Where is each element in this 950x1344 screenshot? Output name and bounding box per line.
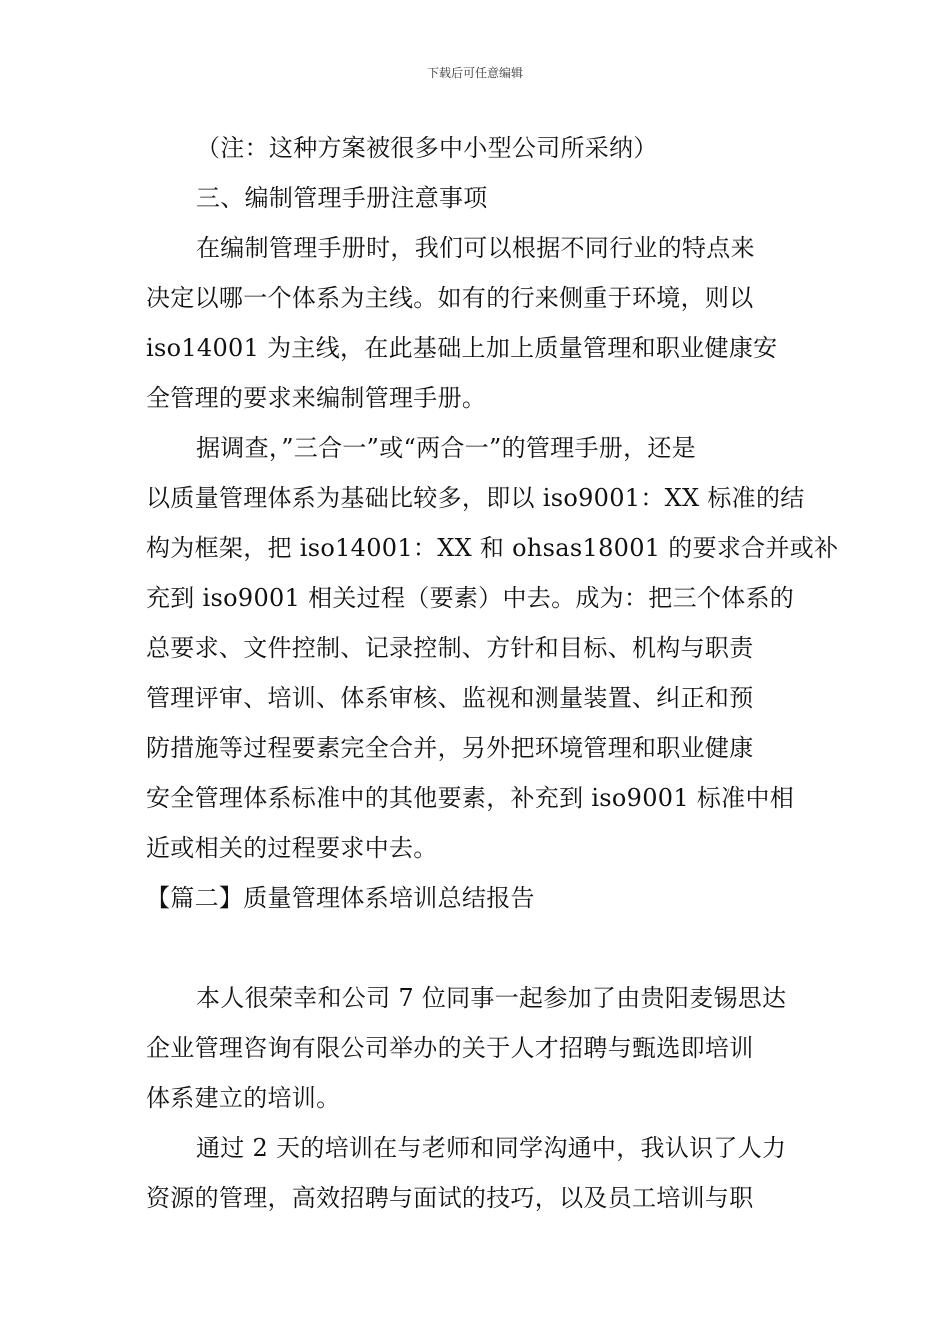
- paragraph-line: 防措施等过程要素完全合并，另外把环境管理和职业健康: [146, 734, 754, 762]
- paragraph-line: iso14001 为主线，在此基础上加上质量管理和职业健康安: [146, 334, 778, 362]
- paragraph-line: 体系建立的培训。: [146, 1084, 341, 1112]
- paragraph-line: 以质量管理体系为基础比较多，即以 iso9001：XX 标准的结: [146, 484, 805, 512]
- paragraph-line: 安全管理体系标准中的其他要素，补充到 iso9001 标准中相: [146, 784, 795, 812]
- paragraph-line: 在编制管理手册时，我们可以根据不同行业的特点来: [196, 234, 755, 262]
- chapter-heading: 【篇二】质量管理体系培训总结报告: [146, 884, 535, 912]
- paragraph-line: 构为框架，把 iso14001：XX 和 ohsas18001 的要求合并或补: [146, 534, 839, 562]
- paragraph-line: 企业管理咨询有限公司举办的关于人才招聘与甄选即培训: [146, 1034, 754, 1062]
- paragraph-line: 决定以哪一个体系为主线。如有的行来侧重于环境，则以: [146, 284, 754, 312]
- paragraph-line: 充到 iso9001 相关过程（要素）中去。成为：把三个体系的: [146, 584, 795, 612]
- paragraph-line: 资源的管理，高效招聘与面试的技巧，以及员工培训与职: [146, 1184, 754, 1212]
- paragraph-line: 全管理的要求来编制管理手册。: [146, 384, 487, 412]
- note-paragraph: （注：这种方案被很多中小型公司所采纳）: [196, 134, 658, 162]
- paragraph-line: 本人很荣幸和公司 7 位同事一起参加了由贵阳麦锡思达: [196, 984, 787, 1012]
- paragraph-line: 管理评审、培训、体系审核、监视和测量装置、纠正和预: [146, 684, 754, 712]
- paragraph-line: 总要求、文件控制、记录控制、方针和目标、机构与职责: [146, 634, 754, 662]
- paragraph-line: 通过 2 天的培训在与老师和同学沟通中，我认识了人力: [196, 1134, 787, 1162]
- document-body-part1: [146, 123, 839, 923]
- paragraph-line: 据调查，”三合一”或“两合一”的管理手册，还是: [196, 434, 696, 462]
- document-body-part2: [146, 973, 808, 1223]
- paragraph-line: 近或相关的过程要求中去。: [146, 834, 438, 862]
- section-heading-three: 三、编制管理手册注意事项: [196, 184, 488, 212]
- page-header-note: 下载后可任意编辑: [426, 66, 523, 80]
